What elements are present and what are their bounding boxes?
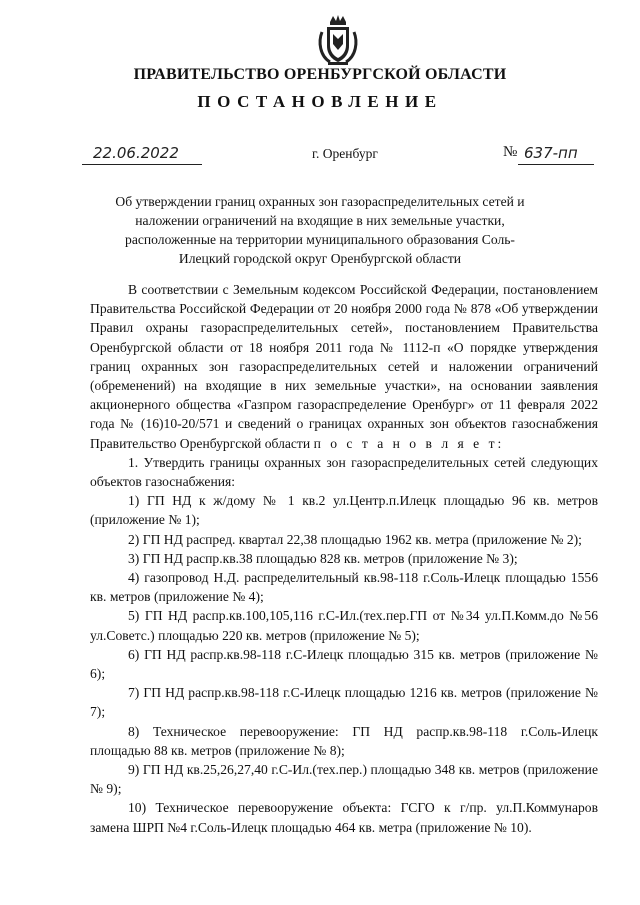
number-underline [518,164,594,165]
list-item: 6) ГП НД распр.кв.98-118 г.С-Илецк площадью 315 кв. метров (приложение № 6); [90,646,598,682]
government-title: ПРАВИТЕЛЬСТВО ОРЕНБУРГСКОЙ ОБЛАСТИ [133,66,507,83]
coat-of-arms-icon [316,14,360,66]
decree-word: п о с т а н о в л я е т: [313,435,505,451]
list-item: 3) ГП НД распр.кв.38 площадью 828 кв. метров (приложение № 3); [128,550,518,566]
preamble-text: В соответствии с Земельным кодексом Российской Федерации, постановлением Правительства Российской Федерации от 20 ноября 2000 года № 878 «Об утверждении Правил охраны газораспределительных сетей», постановлением Правительства Оренбургской области от 18 ноября 2011 года № 1112-п «О порядке утверждения границ охранных зон газораспределительных сетей и наложении ограничений (обременений) на входящие в них земельные участки», на основании заявления акционерного общества «Газпром газораспределение Оренбург» от 11 февраля 2022 года № (16)10-20/571 и сведений о границах охранных зон объектов газоснабжения Правительство Оренбургской области [90,282,598,451]
list-item: 5) ГП НД распр.кв.100,105,116 г.С-Ил.(тех.пер.ГП от №34 ул.П.Комм.до №56 ул.Советс.) площадью 220 кв. метров (приложение № 5); [90,608,598,643]
document-type: ПОСТАНОВЛЕНИЕ [197,92,443,111]
preamble [90,280,598,453]
clause-1: 1. Утвердить границы охранных зон газораспределительных сетей следующих объектов газоснабжения: [90,454,598,490]
list-item: 9) ГП НД кв.25,26,27,40 г.С-Ил.(тех.пер.) площадью 348 кв. метров (приложение № 9); [90,762,598,797]
list-item: 7) ГП НД распр.кв.98-118 г.С-Илецк площадью 1216 кв. метров (приложение № 7); [90,685,598,720]
list-item: 10) Техническое перевооружение объекта: ГСГО к г/пр. ул.П.Коммунаров замена ШРП №4 г.Соль-Илецк площадью 464 кв. метра (приложение № 10). [90,800,598,835]
list-item: 4) газопровод Н.Д. распределительный кв.98-118 г.Соль-Илецк площадью 1556 кв. метров (приложение № 4); [90,570,598,605]
list-item: 8) Техническое перевооружение: ГП НД распр.кв.98-118 г.Соль-Илецк площадью 88 кв. метров (приложение № 8); [90,723,598,758]
document-subject: Об утверждении границ охранных зон газораспределительных сетей и наложении ограничений на входящие в них земельные участки, расположенные на территории муниципального образования Соль-Илецкий городской округ Оренбургской области [115,194,525,266]
list-item: 1) ГП НД к ж/дому № 1 кв.2 ул.Центр.п.Илецк площадью 96 кв. метров (приложение № 1); [90,493,598,528]
document-meta [0,144,640,168]
list-item: 2) ГП НД распред. квартал 22,38 площадью 1962 кв. метра (приложение № 2); [128,531,582,547]
document-number: 637-пп [524,144,578,162]
document-body [90,280,598,837]
document-date: 22.06.2022 [93,144,179,162]
number-sign: № [503,144,518,160]
date-underline [82,164,202,165]
document-city: г. Оренбург [312,146,378,161]
